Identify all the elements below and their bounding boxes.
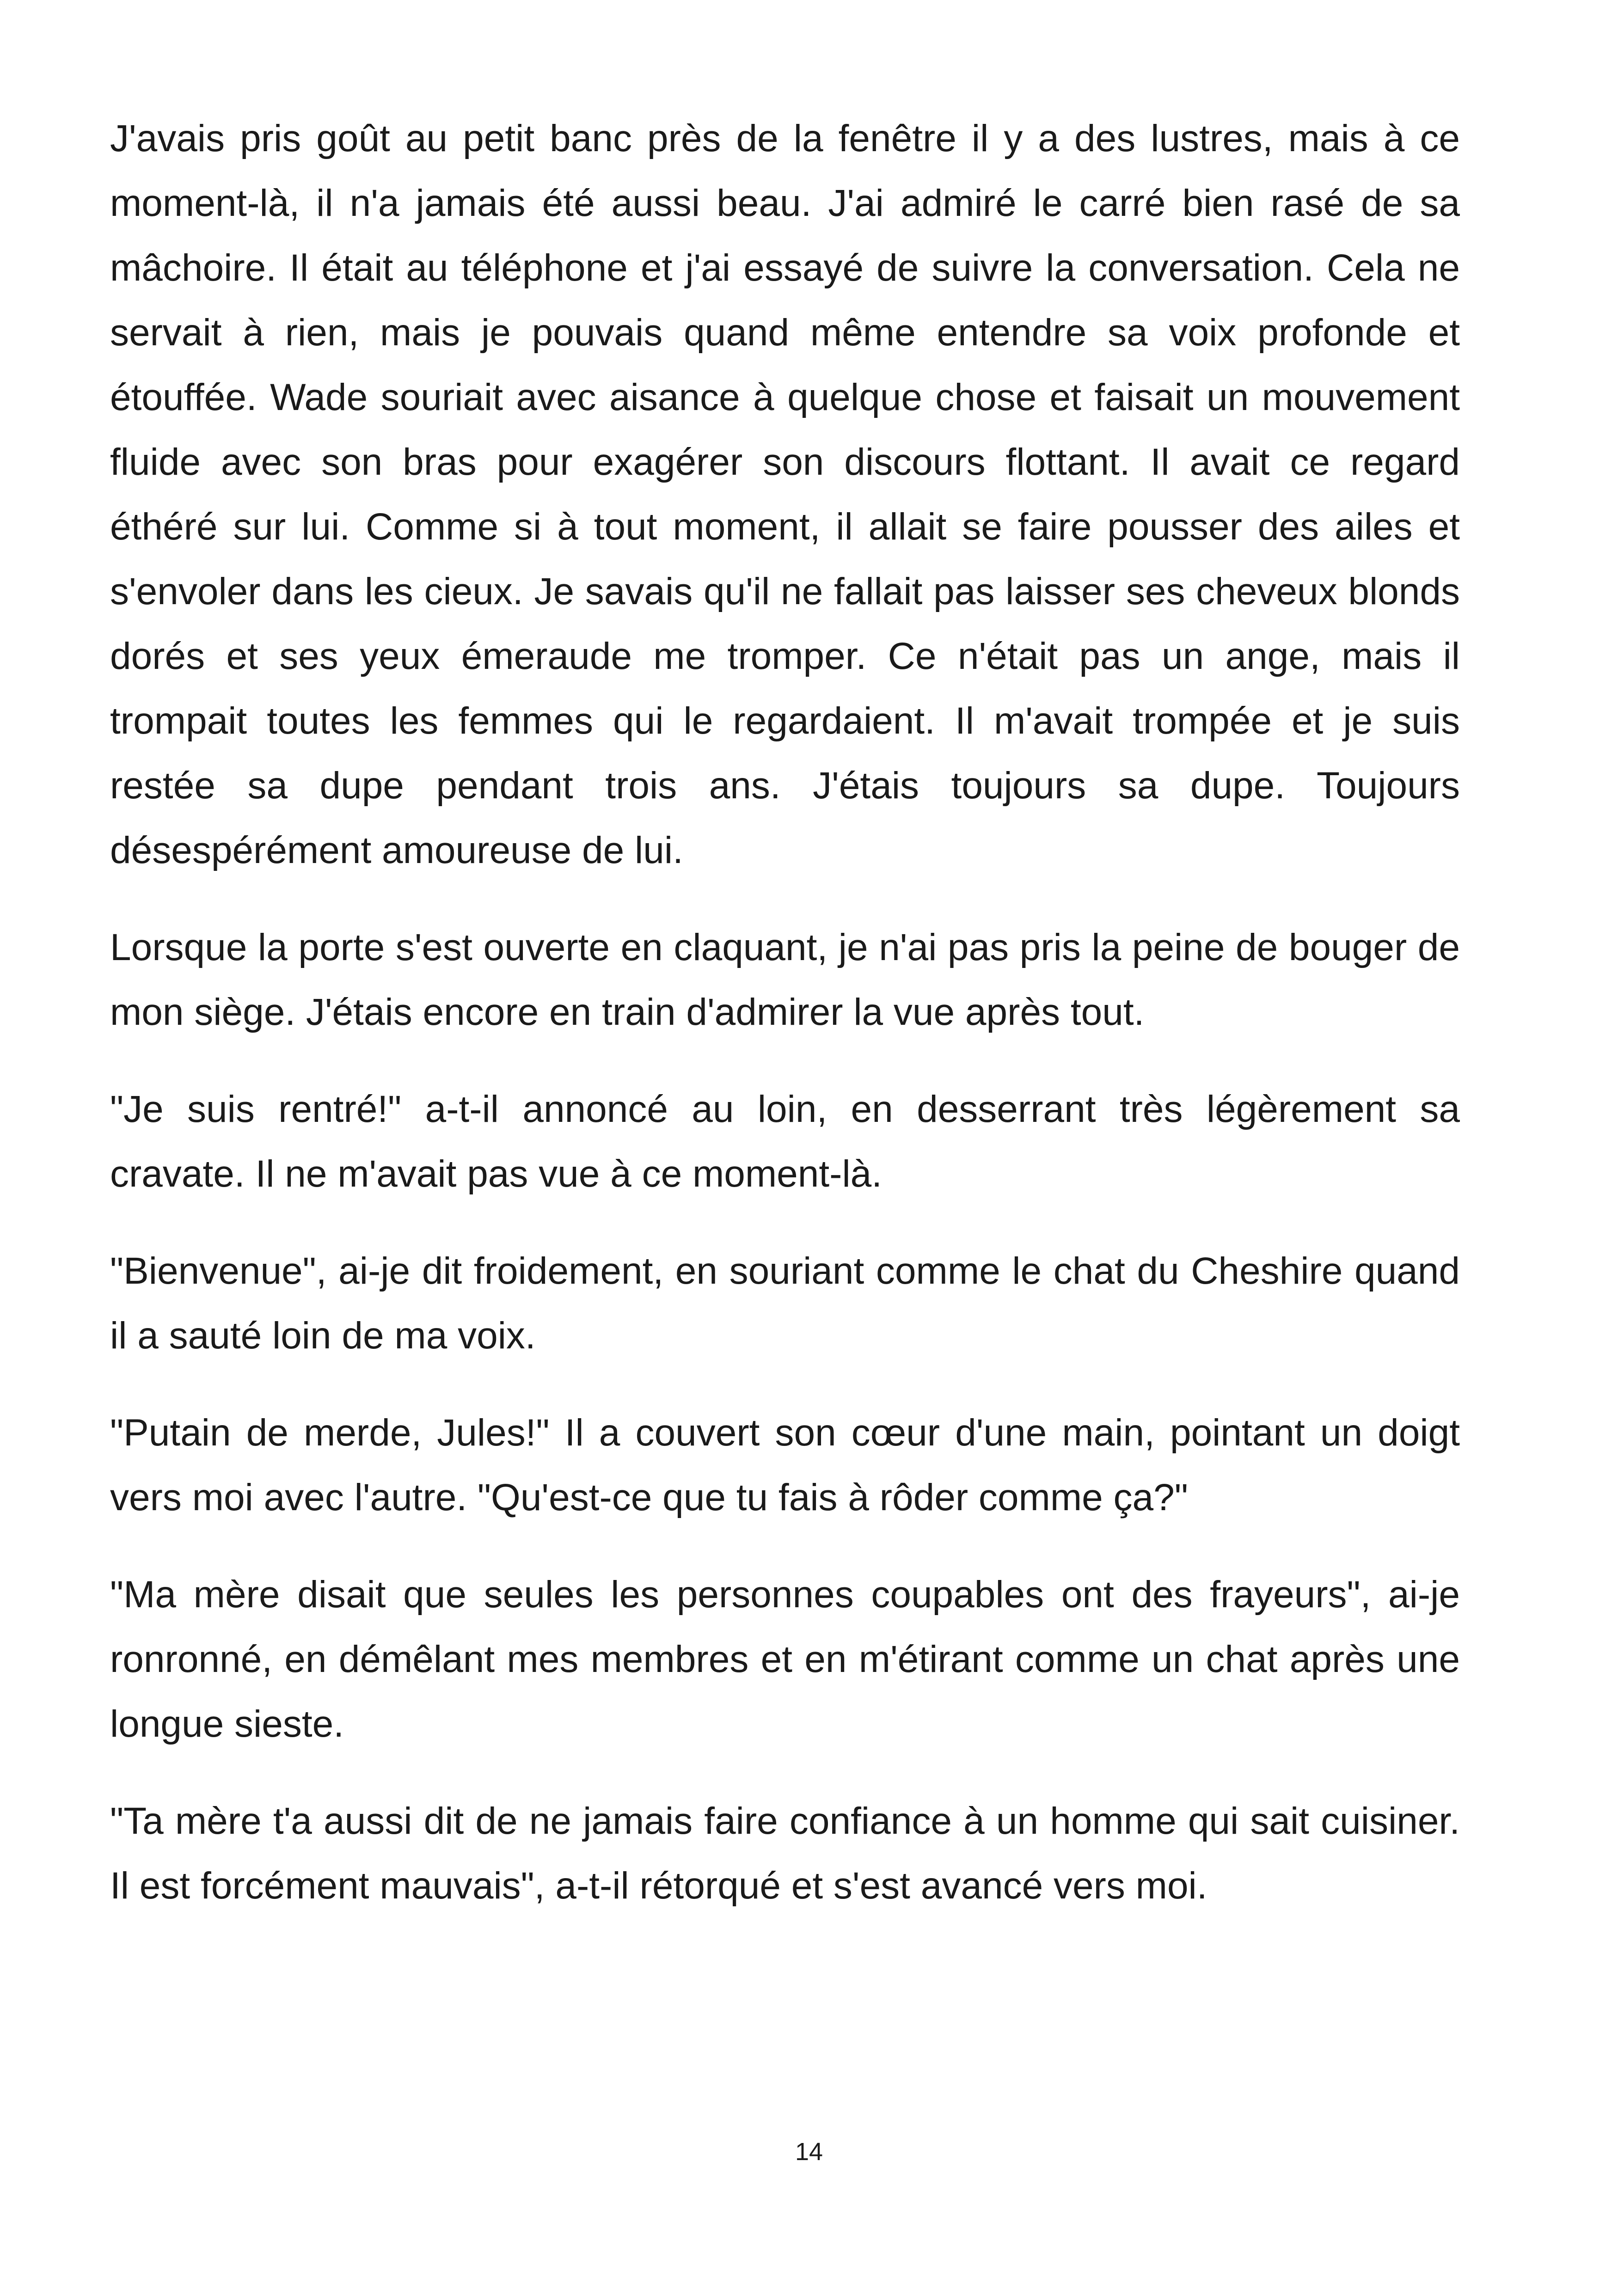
paragraph: Lorsque la porte s'est ouverte en claquant, je n'ai pas pris la peine de bouger de mon siège. J'étais encore en train d'admirer la vue après tout. xyxy=(110,926,1460,1033)
paragraph: J'avais pris goût au petit banc près de la fenêtre il y a des lustres, mais à ce moment-là, il n'a jamais été aussi beau. J'ai admiré le carré bien rasé de sa mâchoire. Il était au téléphone et j'ai essayé de suivre la conversation. Cela ne servait à rien, mais je pouvais quand même entendre sa voix profonde et étouffée. Wade souriait avec aisance à quelque chose et faisait un mouvement fluide avec son bras pour exagérer son discours flottant. Il avait ce regard éthéré sur lui. Comme si à tout moment, il allait se faire pousser des ailes et s'envoler dans les cieux. Je savais qu'il ne fallait pas laisser ses cheveux blonds dorés et ses yeux émeraude me tromper. Ce n'était pas un ange, mais il trompait toutes les femmes qui le regardaient. Il m'avait trompée et je suis restée sa dupe pendant trois ans. J'étais toujours sa dupe. Toujours désespérément amoureuse de lui. xyxy=(110,117,1460,871)
paragraph: "Putain de merde, Jules!" Il a couvert son cœur d'une main, pointant un doigt vers moi avec l'autre. "Qu'est-ce que tu fais à rôder comme ça?" xyxy=(110,1412,1460,1518)
paragraph: "Je suis rentré!" a-t-il annoncé au loin, en desserrant très légèrement sa cravate. Il ne m'avait pas vue à ce moment-là. xyxy=(110,1088,1460,1195)
paragraph: "Bienvenue", ai-je dit froidement, en souriant comme le chat du Cheshire quand il a sauté loin de ma voix. xyxy=(110,1250,1460,1357)
paragraph: "Ta mère t'a aussi dit de ne jamais faire confiance à un homme qui sait cuisiner. Il est forcément mauvais", a-t-il rétorqué et s'est avancé vers moi. xyxy=(110,1800,1460,1907)
paragraph: "Ma mère disait que seules les personnes coupables ont des frayeurs", ai-je ronronné, en démêlant mes membres et en m'étirant comme un chat après une longue sieste. xyxy=(110,1574,1460,1745)
page-number: 14 xyxy=(795,2138,823,2166)
page-body xyxy=(110,106,1460,1951)
